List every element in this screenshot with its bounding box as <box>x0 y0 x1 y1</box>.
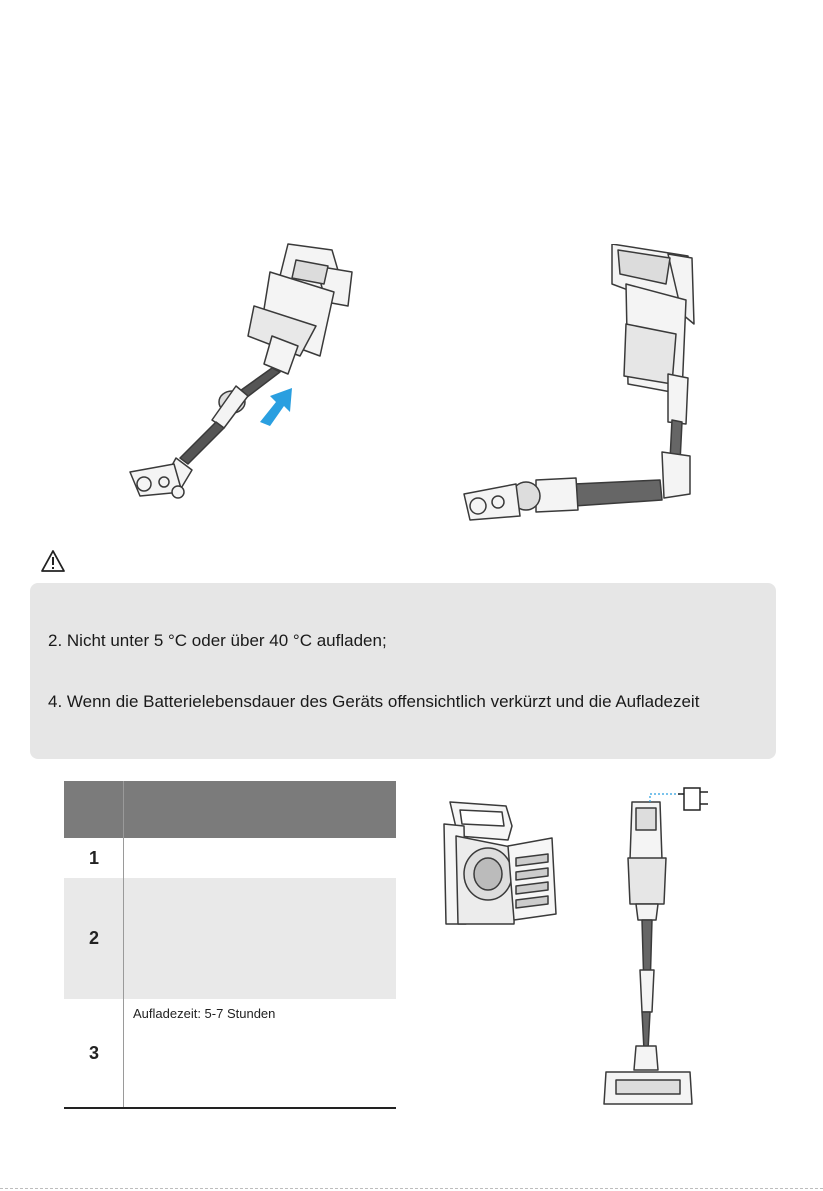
charging-table <box>64 781 396 1109</box>
row-number: 2 <box>88 928 99 948</box>
vacuum-assembled-illustration <box>456 244 706 524</box>
warning-panel <box>30 583 776 759</box>
warning-triangle-icon <box>40 549 66 573</box>
table-row <box>64 999 396 1107</box>
column-divider <box>123 781 124 1109</box>
table-bottom-rule <box>64 1107 396 1109</box>
row-number: 3 <box>88 1043 99 1063</box>
charger-plug-icon <box>678 788 708 810</box>
warning-item-2: 2. Nicht unter 5 °C oder über 40 °C aufladen; <box>48 631 387 650</box>
table-header <box>64 781 396 838</box>
page-bottom-rule <box>0 1188 823 1190</box>
push-arrow-icon <box>260 388 292 426</box>
row-number: 1 <box>88 848 99 868</box>
charging-time-text: Aufladezeit: 5-7 Stunden <box>133 1006 276 1021</box>
vacuum-charging-illustration <box>600 780 724 1110</box>
vacuum-assembly-illustration <box>120 236 360 516</box>
table-row <box>64 838 396 878</box>
warning-item-4: 4. Wenn die Batterielebensdauer des Geräts offensichtlich verkürzt und die Aufladezeit <box>48 692 700 711</box>
charging-port-illustration <box>436 796 562 932</box>
table-row <box>64 878 396 999</box>
